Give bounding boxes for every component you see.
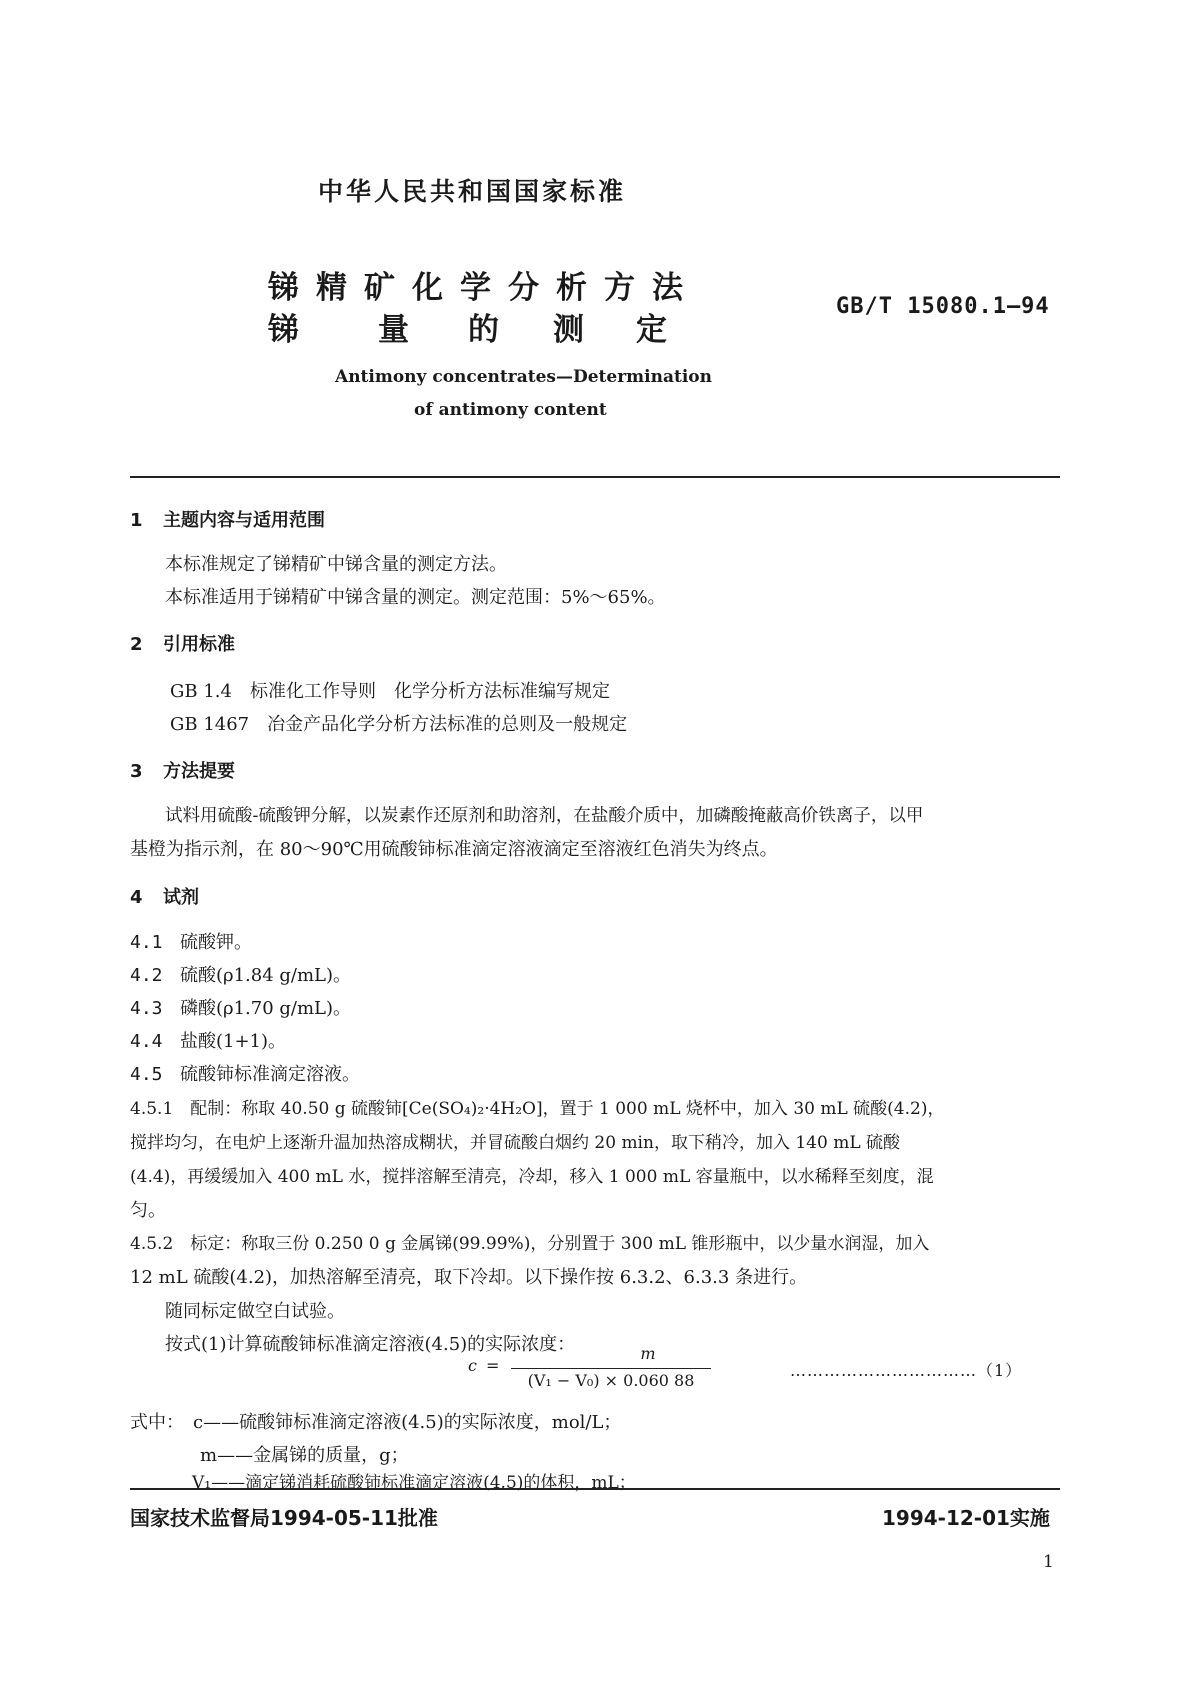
paragraph-4-5-2-line-2: 12 mL 硫酸(4.2)，加热溶解至清亮，取下冷却。以下操作按 6.3.2、6.3.3 条进行。 (130, 1267, 808, 1288)
paragraph-4-5-1-line-1: 4.5.1 配制：称取 40.50 g 硫酸铈[Ce(SO₄)₂·4H₂O]，置于 1 000 mL 烧杯中，加入 30 mL 硫酸(4.2)， (130, 1099, 945, 1119)
section-3-heading: 3 方法提要 (130, 761, 235, 782)
definition-v1: V₁——滴定锑消耗硫酸铈标准滴定溶液(4.5)的体积，mL； (192, 1473, 636, 1493)
definition-c: 式中： c——硫酸铈标准滴定溶液(4.5)的实际浓度，mol/L； (130, 1412, 622, 1433)
section-1-heading: 1 主题内容与适用范围 (130, 510, 325, 531)
paragraph-4-5-1-line-2: 搅拌均匀，在电炉上逐渐升温加热溶成糊状，并冒硫酸白烟约 20 min，取下稍冷，加入 140 mL 硫酸 (130, 1133, 901, 1153)
subtitle-char: 的 (468, 312, 499, 348)
page-number: 1 (1043, 1552, 1054, 1572)
section-1-line-1: 本标准规定了锑精矿中锑含量的测定方法。 (165, 554, 507, 575)
equation-denominator: (V₁ − V₀) × 0.060 88 (527, 1371, 695, 1390)
reagent-item: 4.1 硫酸钾。 (130, 932, 252, 953)
paragraph-4-5-1-line-3: (4.4)，再缓缓加入 400 mL 水，搅拌溶解至清亮，冷却，移入 1 000 mL 容量瓶中，以水稀释至刻度，混 (130, 1167, 934, 1187)
section-1-line-2: 本标准适用于锑精矿中锑含量的测定。测定范围：5%～65%。 (165, 587, 666, 608)
section-2-line-2: GB 1467 冶金产品化学分析方法标准的总则及一般规定 (170, 714, 628, 735)
equation-numerator: m (640, 1344, 656, 1363)
section-3-line-1: 试料用硫酸-硫酸钾分解，以炭素作还原剂和助溶剂，在盐酸介质中，加磷酸掩蔽高价铁离子，以甲 (165, 806, 924, 826)
english-title-line-2: of antimony content (414, 400, 607, 420)
header-divider (130, 476, 1060, 478)
paragraph-4-5-2-line-3: 随同标定做空白试验。 (165, 1301, 345, 1322)
equation-equals: = (486, 1356, 500, 1375)
national-standard-title: 中华人民共和国国家标准 (318, 177, 627, 206)
subtitle-char: 测 (553, 312, 584, 348)
subtitle-char: 定 (636, 312, 667, 348)
reagent-item: 4.2 硫酸(ρ1.84 g/mL)。 (130, 965, 352, 986)
document-title: 锑精矿化学分析方法 (268, 270, 700, 306)
section-2-line-1: GB 1.4 标准化工作导则 化学分析方法标准编写规定 (170, 681, 610, 702)
equation-1 (468, 1344, 728, 1390)
definition-m: m——金属锑的质量，g； (200, 1445, 409, 1466)
paragraph-4-5-2-line-1: 4.5.2 标定：称取三份 0.250 0 g 金属锑(99.99%)，分别置于 300 mL 锥形瓶中，以少量水润湿，加入 (130, 1234, 930, 1254)
subtitle-char: 量 (378, 312, 409, 348)
reagent-item: 4.3 磷酸(ρ1.70 g/mL)。 (130, 998, 352, 1019)
subtitle-char: 锑 (268, 312, 299, 348)
english-title-line-1: Antimony concentrates—Determination (335, 367, 712, 387)
section-4-heading: 4 试剂 (130, 887, 199, 908)
equation-lhs: c (468, 1356, 477, 1375)
footer-divider (130, 1488, 1060, 1490)
effective-date: 1994-12-01实施 (882, 1506, 1050, 1530)
fraction-bar (511, 1368, 711, 1369)
paragraph-4-5-2-line-4: 按式(1)计算硫酸铈标准滴定溶液(4.5)的实际浓度： (165, 1334, 576, 1355)
approval-date: 国家技术监督局1994-05-11批准 (130, 1506, 438, 1530)
section-2-heading: 2 引用标准 (130, 634, 235, 655)
reagent-item: 4.4 盐酸(1+1)。 (130, 1031, 287, 1052)
reagent-item: 4.5 硫酸铈标准滴定溶液。 (130, 1064, 360, 1085)
equation-number: ……………………………（1） (790, 1361, 1023, 1380)
section-3-line-2: 基橙为指示剂，在 80～90℃用硫酸铈标准滴定溶液滴定至溶液红色消失为终点。 (130, 839, 778, 860)
paragraph-4-5-1-line-4: 匀。 (130, 1200, 166, 1221)
standard-code: GB/T 15080.1—94 (836, 294, 1050, 319)
